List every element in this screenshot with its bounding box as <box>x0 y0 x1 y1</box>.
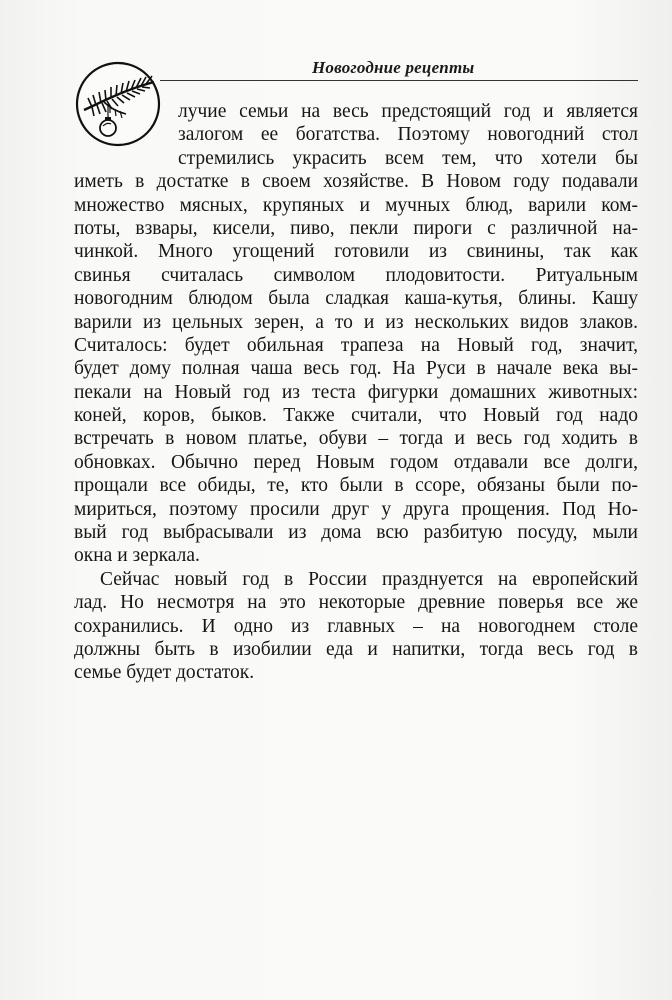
text-line: коней, коров, быков. Также считали, что Новый год надо <box>74 405 638 427</box>
header-rule <box>160 80 638 81</box>
text-line: чинкой. Много угощений готовили из свинины, так как <box>74 241 638 263</box>
text-line: лучие семьи на весь предстоящий год и является <box>178 101 638 122</box>
text-line: варили из цельных зерен, а то и из нескольких видов злаков. <box>74 311 638 333</box>
text-line: Сейчас новый год в России празднуется на европейский <box>100 568 638 590</box>
text-line: Считалось: будет обильная трапеза на Новый год, значит, <box>74 334 638 356</box>
text-line: сохранились. И одно из главных – на новогоднем столе <box>74 615 638 637</box>
text-line: иметь в достатке в своем хозяйстве. В Новом году подавали <box>74 171 638 193</box>
text-line: множество мясных, крупяных и мучных блюд, варили ком- <box>74 194 638 216</box>
text-line: пекали на Новый год из теста фигурки домашних животных: <box>74 381 638 403</box>
text-line: мириться, поэтому просили друг у друга прощения. Под Но- <box>74 498 638 520</box>
text-line: семье будет достаток. <box>74 662 255 684</box>
text-line: стремились украсить всем тем, что хотели бы <box>178 147 638 169</box>
text-line: обновках. Обычно перед Новым годом отдавали все долги, <box>74 451 638 473</box>
body-text <box>74 100 638 685</box>
text-line: должны быть в изобилии еда и напитки, тогда весь год в <box>74 638 638 660</box>
text-line: окна и зеркала. <box>74 545 200 567</box>
text-line: поты, взвары, кисели, пиво, пекли пироги с различной на- <box>74 217 638 239</box>
text-line: новогодним блюдом была сладкая каша-кутья, блины. Кашу <box>74 288 638 310</box>
text-line: лад. Но несмотря на это некоторые древние поверья все же <box>74 592 638 614</box>
text-line: свинья считалась символом плодовитости. Ритуальным <box>74 264 638 286</box>
text-line: будет дому полная чаша весь год. На Руси в начале века вы- <box>74 358 638 380</box>
text-line: прощали все обиды, те, кто были в ссоре, обязаны были по- <box>74 475 638 497</box>
text-line: залогом ее богатства. Поэтому новогодний стол <box>178 124 638 146</box>
running-header-title: Новогодние рецепты <box>312 58 475 77</box>
text-line: вый год выбрасывали из дома всю разбитую посуду, мыли <box>74 522 638 544</box>
text-line: встречать в новом платье, обуви – тогда и весь год ходить в <box>74 428 638 450</box>
